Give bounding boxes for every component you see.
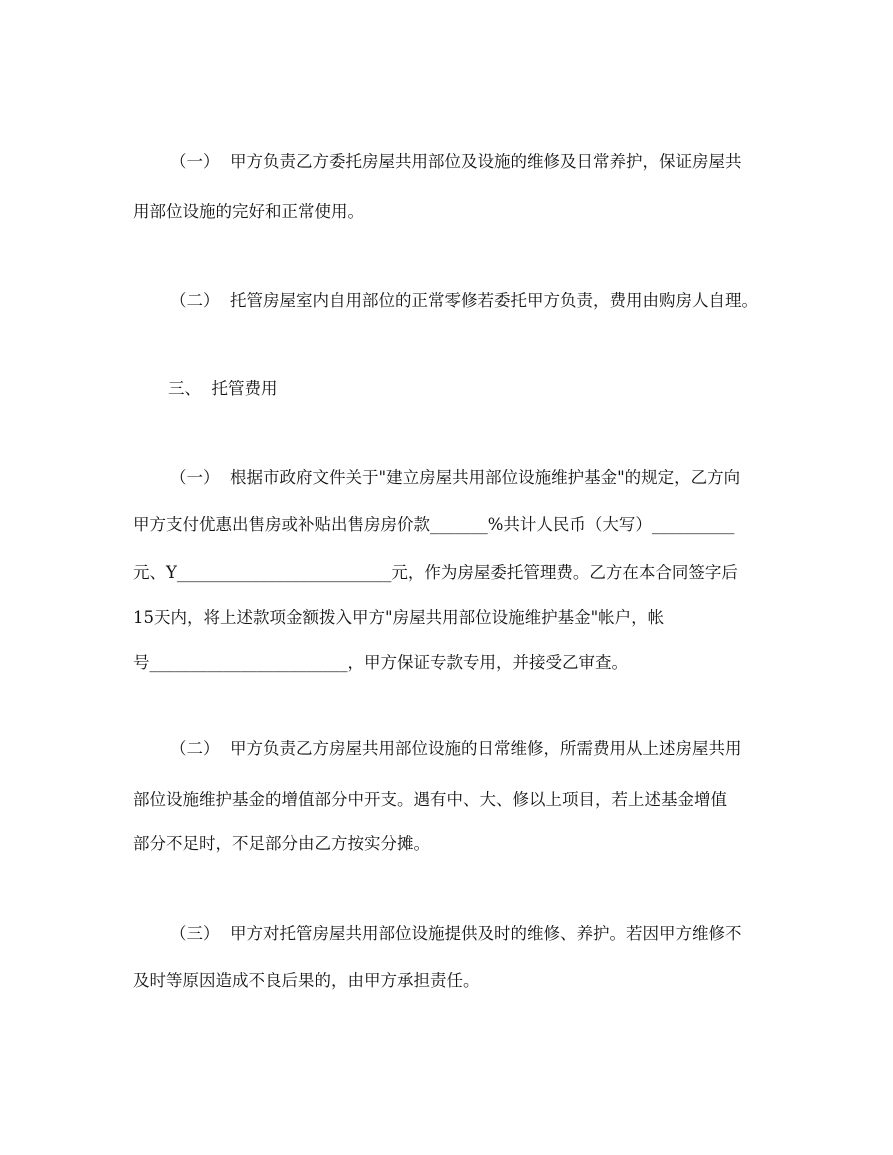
paragraph-4-line-3: 部分不足时，不足部分由乙方按实分摊。 <box>133 834 430 853</box>
paragraph-3-line-3: 元、Y__________________________元，作为房屋委托管理费。乙方在本合同签字后 <box>133 563 738 582</box>
paragraph-4-line-2: 部位设施维护基金的增值部分中开支。遇有中、大、修以上项目，若上述基金增值 <box>133 790 727 809</box>
paragraph-5-line-1: （三） 甲方对托管房屋共用部位设施提供及时的维修、养护。若因甲方维修不 <box>170 924 742 943</box>
paragraph-3-line-4: 15天内，将上述款项金额拨入甲方"房屋共用部位设施维护基金"帐户，帐 <box>133 608 665 627</box>
paragraph-4-line-1: （二） 甲方负责乙方房屋共用部位设施的日常维修，所需费用从上述房屋共用 <box>170 739 742 758</box>
paragraph-2-line-1: （二） 托管房屋室内自用部位的正常零修若委托甲方负责，费用由购房人自理。 <box>170 291 758 310</box>
paragraph-3-line-1: （一） 根据市政府文件关于"建立房屋共用部位设施维护基金"的规定，乙方向 <box>170 468 741 487</box>
paragraph-1-line-2: 用部位设施的完好和正常使用。 <box>133 202 364 221</box>
paragraph-1-line-1: （一） 甲方负责乙方委托房屋共用部位及设施的维修及日常养护，保证房屋共 <box>170 152 742 171</box>
paragraph-3-line-2: 甲方支付优惠出售房或补贴出售房房价款_______%共计人民币（大写）__________ <box>133 515 735 534</box>
paragraph-3-line-5: 号________________________，甲方保证专款专用，并接受乙审查。 <box>133 653 628 672</box>
paragraph-5-line-2: 及时等原因造成不良后果的，由甲方承担责任。 <box>133 971 480 990</box>
section-heading: 三、 托管费用 <box>168 379 278 398</box>
